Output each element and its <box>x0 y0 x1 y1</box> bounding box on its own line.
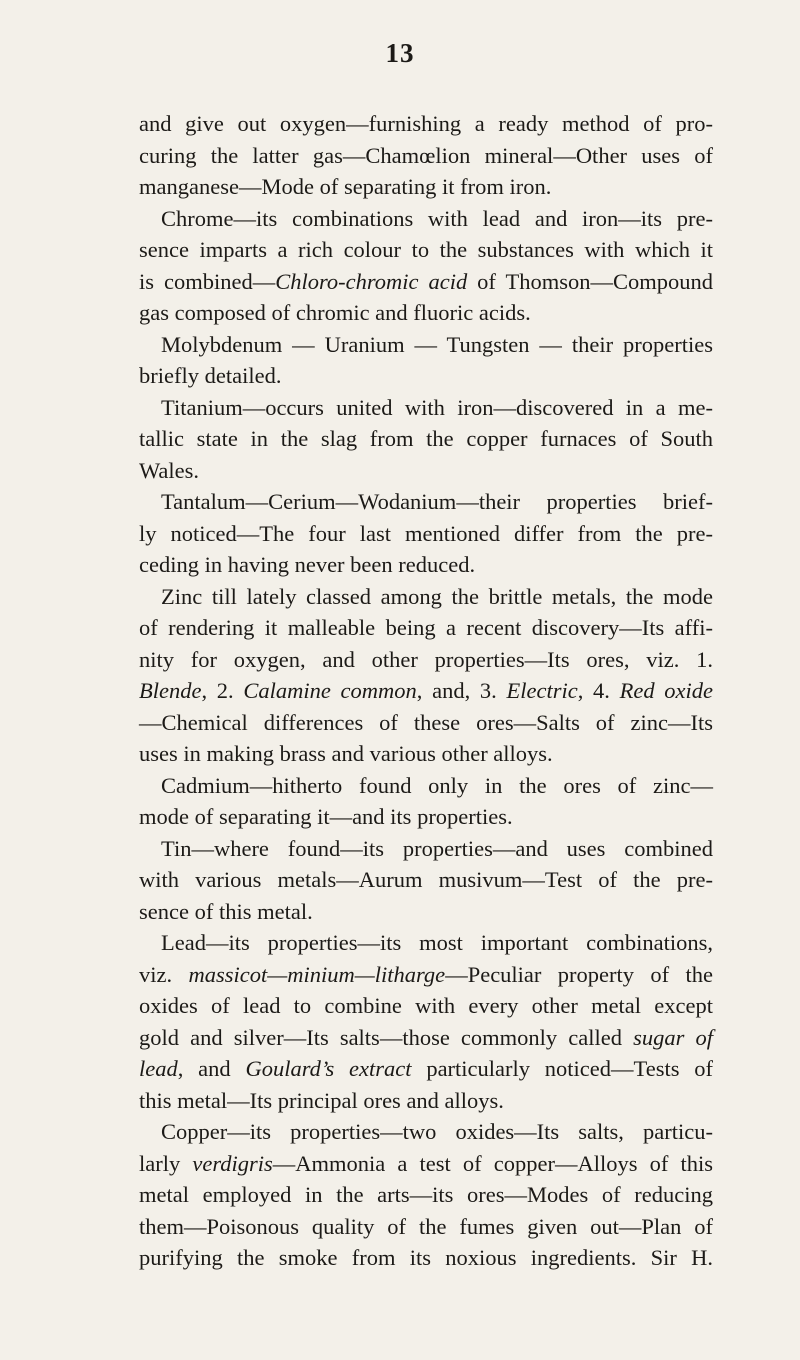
italic-text: sugar of <box>633 1024 713 1050</box>
text-line <box>139 329 713 361</box>
text-line <box>139 1085 713 1117</box>
text-line <box>139 801 713 833</box>
text-line <box>139 549 713 581</box>
text-segment: Wales. <box>139 457 200 483</box>
text-line <box>139 297 713 329</box>
text-segment: particularly noticed—Tests of <box>411 1056 713 1081</box>
text-segment: of Thomson—Compound <box>467 268 713 294</box>
text-segment: of rendering it malleable being a recent discovery—Its affi- <box>139 615 713 640</box>
text-segment: Zinc till lately classed among the brittle metals, the mode <box>161 583 713 609</box>
text-line <box>139 644 713 676</box>
text-line <box>139 1116 713 1148</box>
text-segment: Tin—where found—its properties—and uses combined <box>161 835 713 861</box>
text-line <box>139 1242 713 1274</box>
text-segment: , 2. <box>201 678 244 703</box>
text-segment: Copper—its properties—two oxides—Its salts, particu- <box>161 1119 713 1144</box>
text-segment: Molybdenum — Uranium — Tungsten — their properties <box>161 331 713 357</box>
text-segment: Chrome—its combinations with lead and iron—its pre- <box>161 205 713 231</box>
text-line <box>139 738 713 770</box>
text-segment: is combined— <box>139 268 276 294</box>
text-segment: —Ammonia a test of copper—Alloys of this <box>272 1150 713 1176</box>
text-line <box>139 1053 713 1085</box>
text-line <box>139 171 713 203</box>
text-line <box>139 581 713 613</box>
text-segment: , 4. <box>577 678 620 703</box>
text-segment: with various metals—Aurum musivum—Test of the pre- <box>139 867 713 892</box>
text-line <box>139 959 713 991</box>
text-segment: Titanium—occurs united with iron—discovered in a me- <box>161 394 713 420</box>
italic-text: lead <box>139 1056 178 1081</box>
text-segment: manganese—Mode of separating it from iron. <box>139 174 552 199</box>
text-segment: briefly detailed. <box>139 363 282 388</box>
text-segment: , and <box>177 1056 246 1081</box>
text-segment: larly <box>139 1150 193 1176</box>
text-line <box>139 360 713 392</box>
text-line <box>139 234 713 266</box>
text-line <box>139 675 713 707</box>
text-segment: and give out oxygen—furnishing a ready method of pro- <box>139 111 713 136</box>
text-line <box>139 1022 713 1054</box>
text-segment: mode of separating it—and its properties. <box>139 804 513 829</box>
page-number: 13 <box>385 38 415 68</box>
text-line <box>139 612 713 644</box>
text-line <box>139 990 713 1022</box>
text-line <box>139 1148 713 1180</box>
text-segment: Tantalum—Cerium—Wodanium—their properties brief- <box>161 489 713 514</box>
text-line <box>139 927 713 959</box>
italic-text: Calamine common <box>243 678 417 703</box>
text-line <box>139 140 713 172</box>
italic-text: Goulard’s extract <box>245 1056 412 1081</box>
text-segment: ly noticed—The four last mentioned differ from the pre- <box>139 520 713 546</box>
text-segment: sence imparts a rich colour to the substances with which it <box>139 237 713 262</box>
text-segment: uses in making brass and various other alloys. <box>139 741 553 766</box>
text-line <box>139 203 713 235</box>
text-line <box>139 423 713 455</box>
text-segment: tallic state in the slag from the copper furnaces of South <box>139 426 713 451</box>
italic-text: massicot—minium—litharge <box>188 961 446 987</box>
text-segment: gold and silver—Its salts—those commonly called <box>139 1024 634 1050</box>
text-segment: curing the latter gas—Chamœlion mineral—Other uses of <box>139 142 713 168</box>
text-segment: this metal—Its principal ores and alloys. <box>139 1087 504 1113</box>
text-line <box>139 486 713 518</box>
italic-text: Red oxide <box>619 678 714 703</box>
text-segment: sence of this metal. <box>139 898 313 924</box>
italic-text: Chloro-chromic acid <box>275 268 468 294</box>
body-text <box>139 108 713 1274</box>
italic-text: verdigris <box>192 1150 273 1176</box>
text-segment: , and, 3. <box>416 678 507 703</box>
text-line <box>139 455 713 487</box>
text-segment: purifying the smoke from its noxious ingredients. Sir H. <box>139 1245 713 1270</box>
italic-text: Electric <box>506 678 578 703</box>
text-line <box>139 707 713 739</box>
text-line <box>139 770 713 802</box>
text-segment: oxides of lead to combine with every other metal except <box>139 993 713 1018</box>
text-segment: viz. <box>139 961 189 987</box>
text-line <box>139 108 713 140</box>
text-line <box>139 1179 713 1211</box>
text-segment: Lead—its properties—its most important combinations, <box>161 930 713 955</box>
text-segment: metal employed in the arts—its ores—Modes of reducing <box>139 1182 713 1207</box>
text-line <box>139 266 713 298</box>
italic-text: Blende <box>139 678 202 703</box>
text-line <box>139 392 713 424</box>
text-segment: nity for oxygen, and other properties—Its ores, viz. 1. <box>139 646 713 672</box>
text-line <box>139 518 713 550</box>
text-segment: gas composed of chromic and fluoric acids. <box>139 300 531 325</box>
text-line <box>139 896 713 928</box>
text-line <box>139 864 713 896</box>
text-line <box>139 1211 713 1243</box>
text-segment: —Peculiar property of the <box>445 961 713 987</box>
text-segment: them—Poisonous quality of the fumes given out—Plan of <box>139 1213 713 1239</box>
text-segment: ceding in having never been reduced. <box>139 552 476 577</box>
text-line <box>139 833 713 865</box>
text-segment: —Chemical differences of these ores—Salts of zinc—Its <box>139 709 713 735</box>
text-segment: Cadmium—hitherto found only in the ores of zinc— <box>161 772 713 798</box>
